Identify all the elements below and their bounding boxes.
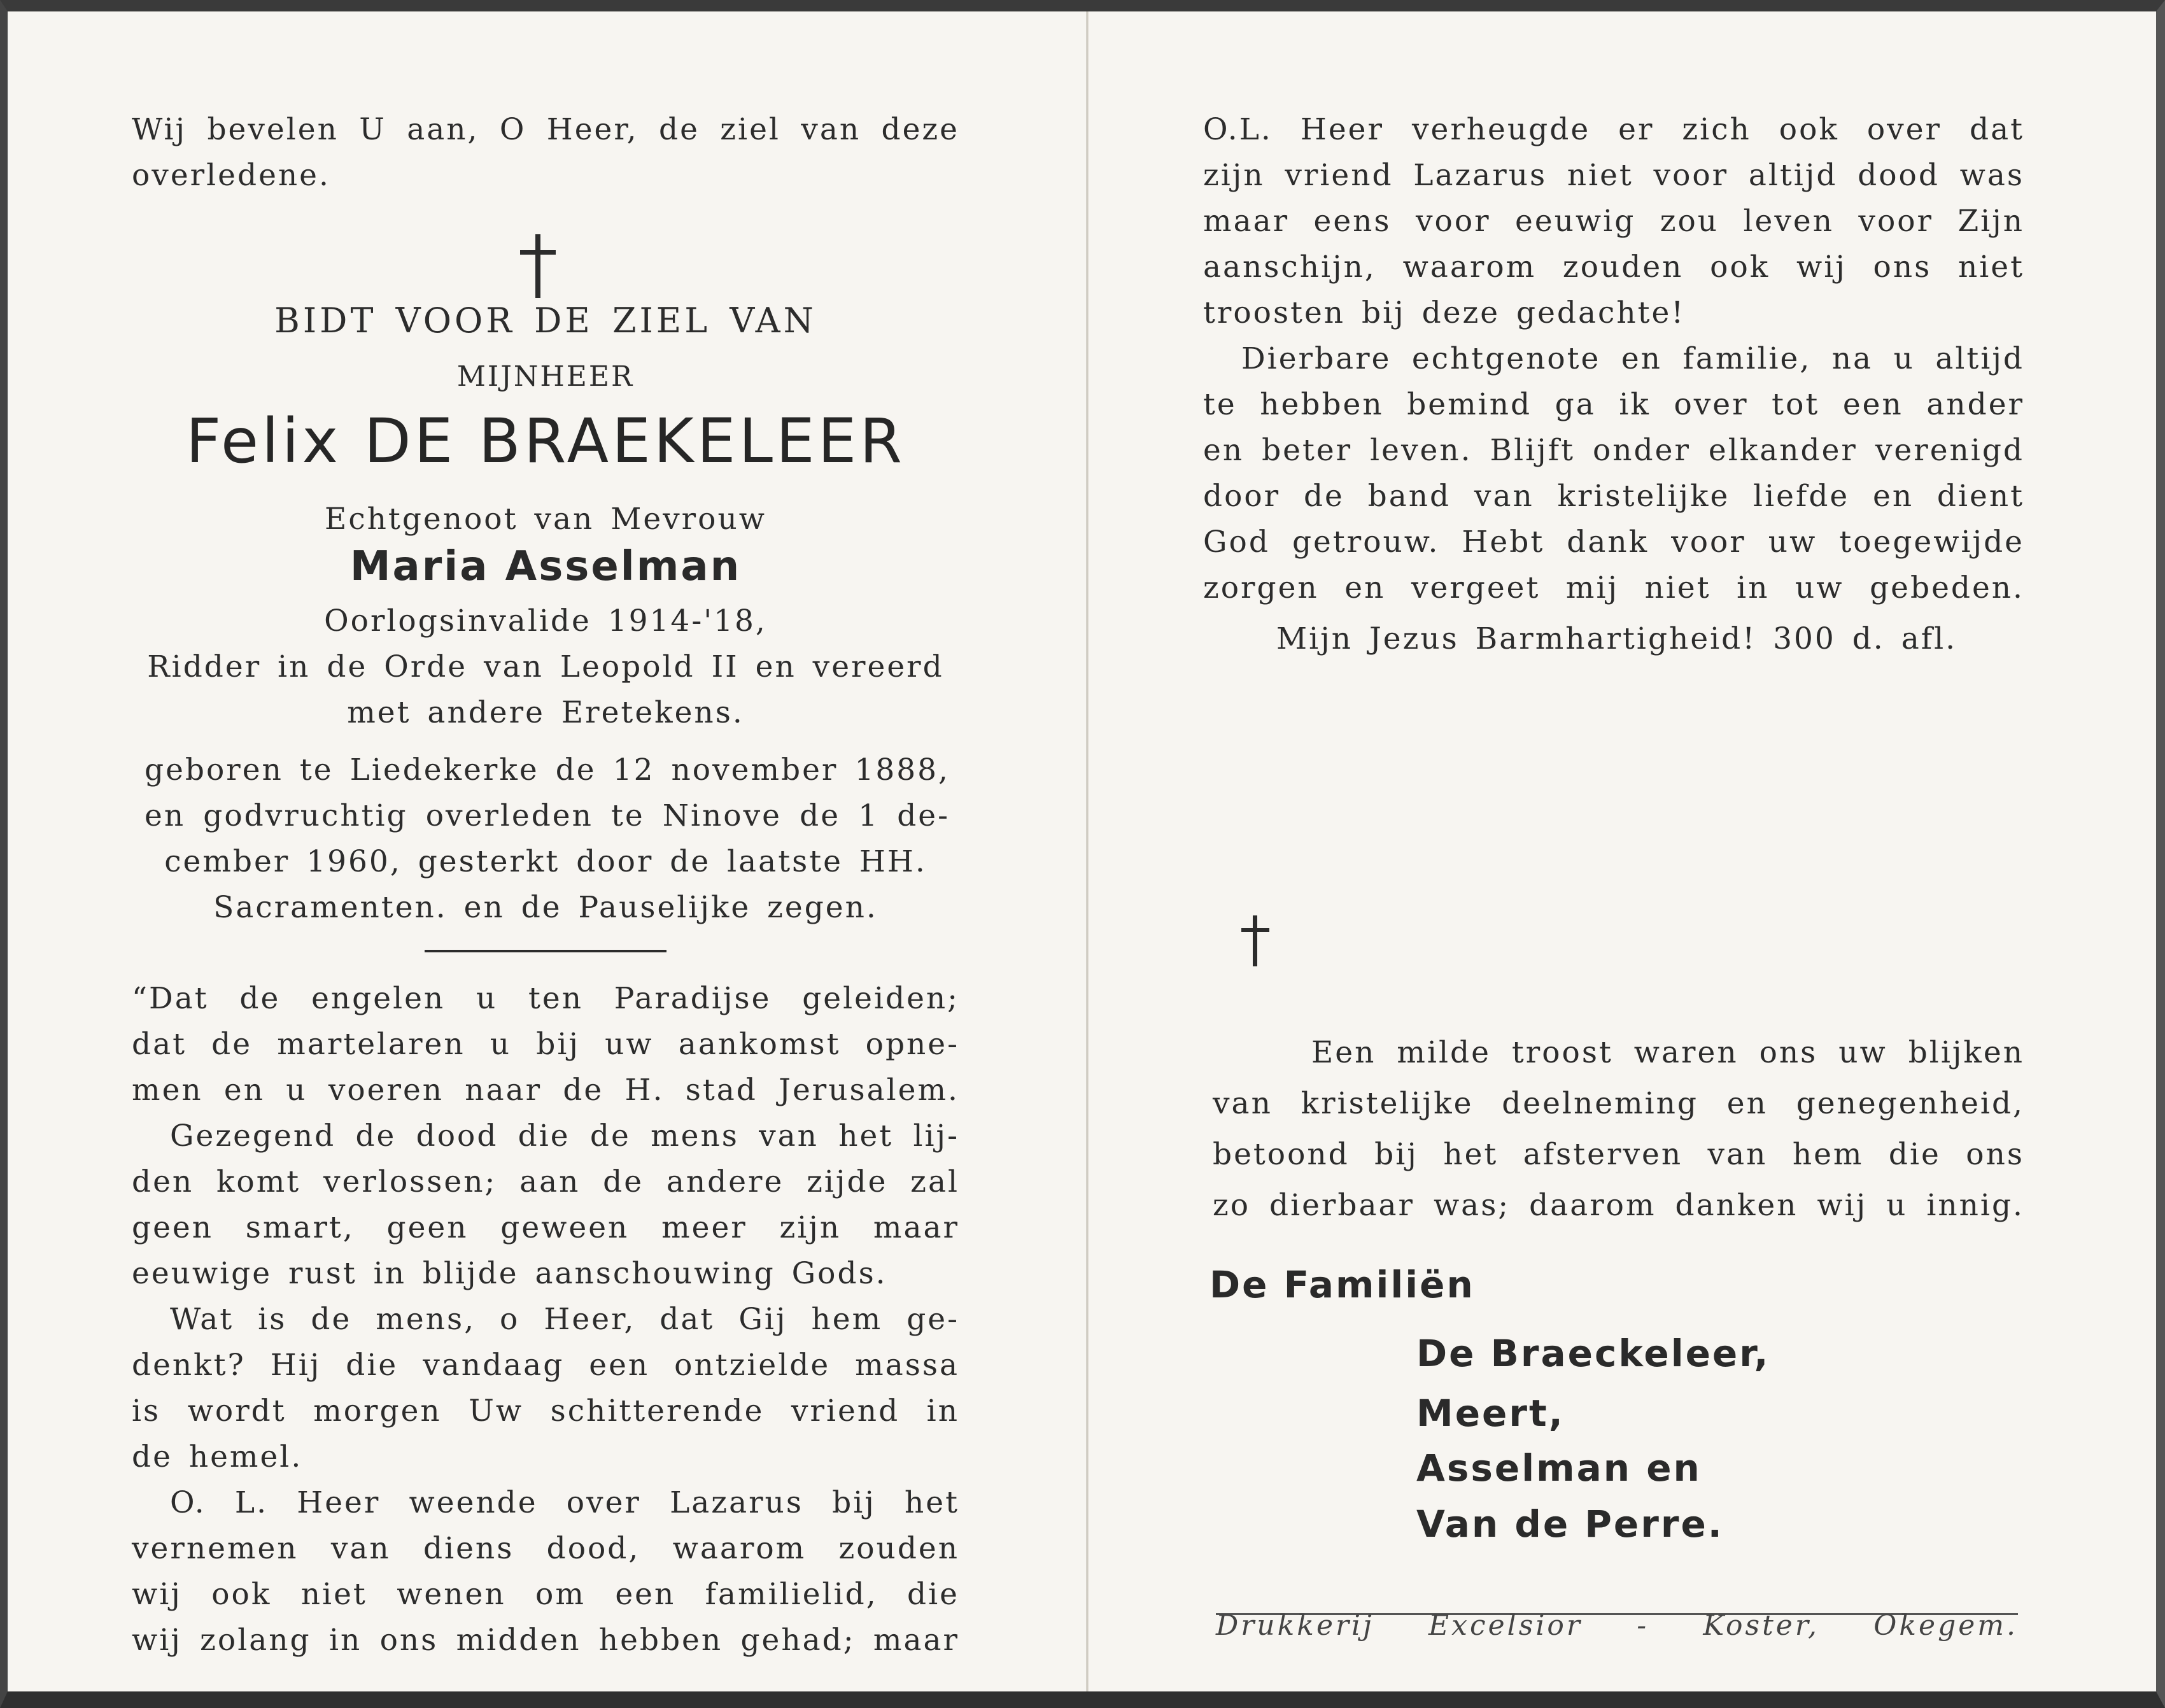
thanks-line-4: zo dierbaar was; daarom danken wij u innig.	[1213, 1188, 2024, 1223]
para2-line-2: te hebben bemind ga ik over tot een ander	[1203, 387, 2024, 422]
family-2: Meert,	[1416, 1392, 1565, 1435]
prayer3-line-1: Wat is de mens, o Heer, dat Gij hem ge-	[170, 1302, 959, 1337]
printer-imprint: Drukkerij Excelsior - Koster, Okegem.	[1216, 1609, 2018, 1642]
honor-line-2: Ridder in de Orde van Leopold II en vereerd	[147, 649, 944, 684]
birth-death-line-3: cember 1960, gesterkt door de laatste HH.	[164, 844, 927, 879]
cross-icon	[520, 234, 556, 298]
thanks-line-2: van kristelijke deelneming en genegenheid,	[1213, 1086, 2024, 1121]
families-heading: De Familiën	[1209, 1263, 1475, 1306]
family-4: Van de Perre.	[1416, 1502, 1724, 1546]
indulgence-prayer: Mijn Jezus Barmhartigheid! 300 d. afl.	[1276, 621, 1957, 656]
card-fold	[1086, 11, 1089, 1691]
prayer4-line-3: wij ook niet wenen om een familielid, die	[132, 1577, 959, 1612]
para1-line-2: zijn vriend Lazarus niet voor altijd dood was	[1203, 158, 2024, 193]
honor-line-3: met andere Eretekens.	[347, 695, 744, 730]
family-1: De Braeckeleer,	[1416, 1332, 1770, 1375]
right-page	[1203, 11, 2031, 1691]
cross-icon-small	[1241, 915, 1269, 966]
para1-line-4: aanschijn, waarom zouden ook wij ons niet	[1203, 250, 2024, 285]
para2-line-6: zorgen en vergeet mij niet in uw gebeden.	[1203, 570, 2024, 605]
prayer1-line-1: “Dat de engelen u ten Paradijse geleiden;	[132, 981, 959, 1016]
prayer2-line-4: eeuwige rust in blijde aanschouwing Gods.	[132, 1256, 887, 1291]
para1-line-5: troosten bij deze gedachte!	[1203, 295, 1686, 330]
honor-line-1: Oorlogsinvalide 1914-'18,	[324, 603, 767, 639]
para2-line-4: door de band van kristelijke liefde en dient	[1203, 479, 2024, 514]
prayer3-line-4: de hemel.	[132, 1439, 303, 1474]
prayer2-line-2: den komt verlossen; aan de andere zijde zal	[132, 1164, 959, 1199]
divider-rule	[425, 950, 666, 952]
spouse-name: Maria Asselman	[349, 543, 742, 590]
prayer1-line-2: dat de martelaren u bij uw aankomst opne-	[132, 1027, 959, 1062]
prayer3-line-3: is wordt morgen Uw schitterende vriend in	[132, 1394, 959, 1429]
deceased-name: Felix DE BRAEKELEER	[186, 406, 905, 477]
prayer4-line-2: vernemen van diens dood, waarom zouden	[132, 1531, 959, 1566]
para2-line-5: God getrouw. Hebt dank voor uw toegewijde	[1203, 525, 2024, 560]
title-mijnheer: MIJNHEER	[456, 360, 635, 393]
birth-death-line-2: en godvruchtig overleden te Ninove de 1 de-	[145, 798, 950, 833]
prayer4-line-4: wij zolang in ons midden hebben gehad; maar	[132, 1623, 959, 1658]
para2-line-1: Dierbare echtgenote en familie, na u altijd	[1241, 341, 2024, 376]
prayer3-line-2: denkt? Hij die vandaag een ontzielde massa	[132, 1348, 959, 1383]
prayer2-line-3: geen smart, geen geween meer zijn maar	[132, 1210, 959, 1245]
para2-line-3: en beter leven. Blijft onder elkander verenigd	[1203, 433, 2024, 468]
para1-line-3: maar eens voor eeuwig zou leven voor Zijn	[1203, 204, 2024, 239]
thanks-line-1: Een milde troost waren ons uw blijken	[1311, 1035, 2024, 1070]
left-page	[132, 11, 959, 1691]
prayer4-line-1: O. L. Heer weende over Lazarus bij het	[170, 1485, 959, 1520]
family-3: Asselman en	[1416, 1446, 1702, 1490]
birth-death-line-1: geboren te Liedekerke de 12 november 1888,	[145, 752, 950, 787]
intro-line-2: overledene.	[132, 158, 330, 193]
prayer1-line-3: men en u voeren naar de H. stad Jerusalem.	[132, 1073, 959, 1108]
prayer-heading: BIDT VOOR DE ZIEL VAN	[274, 300, 817, 341]
intro-line-1: Wij bevelen U aan, O Heer, de ziel van deze	[132, 112, 959, 147]
prayer2-line-1: Gezegend de dood die de mens van het lij-	[170, 1119, 959, 1154]
birth-death-line-4: Sacramenten. en de Pauselijke zegen.	[213, 890, 878, 925]
thanks-line-3: betoond bij het afsterven van hem die ons	[1213, 1137, 2024, 1172]
para1-line-1: O.L. Heer verheugde er zich ook over dat	[1203, 112, 2024, 147]
spouse-intro: Echtgenoot van Mevrouw	[325, 502, 766, 537]
